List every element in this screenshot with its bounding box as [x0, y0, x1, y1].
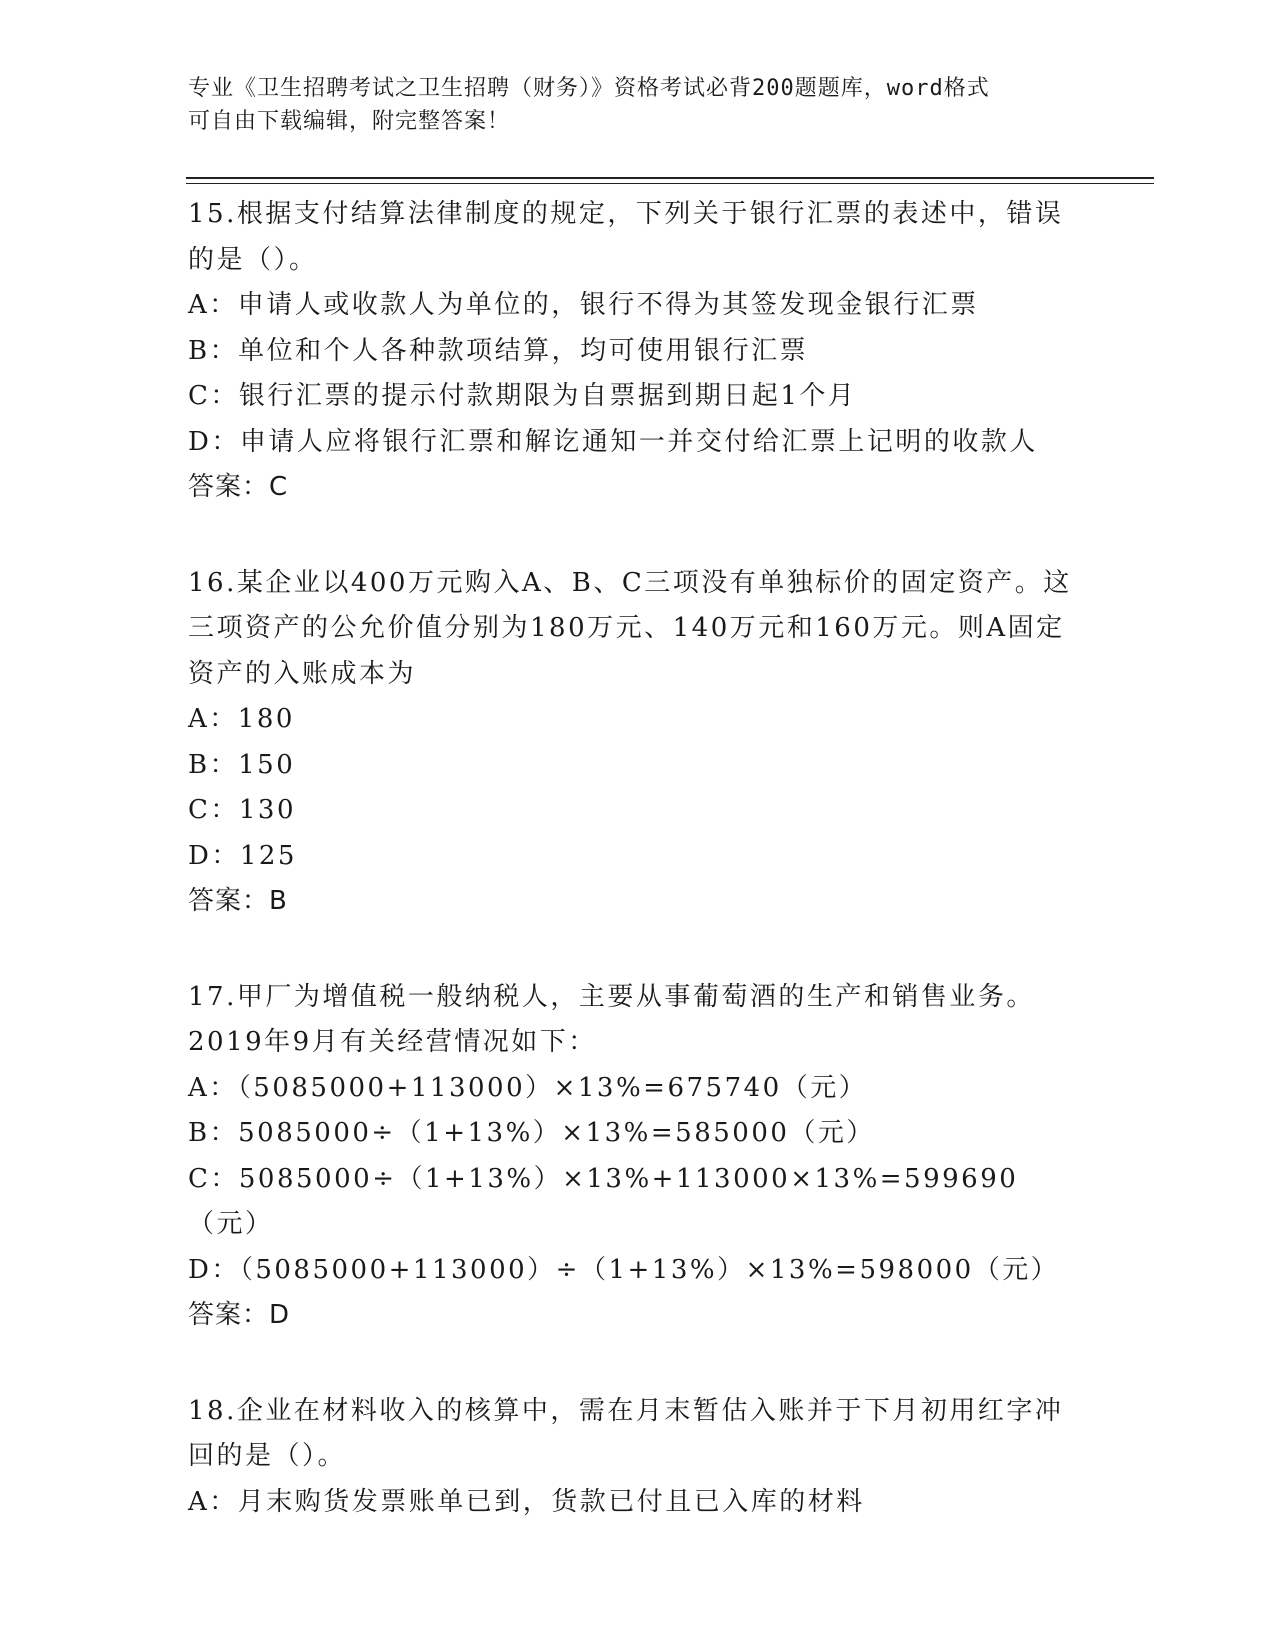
- question-stem: 17.甲厂为增值税一般纳税人，主要从事葡萄酒的生产和销售业务。2019年9月有关经营情况如下：: [188, 981, 1035, 1057]
- option-c: C：5085000÷（1+13%）×13%+113000×13%=599690（元）: [188, 1163, 1019, 1239]
- question-stem: 18.企业在材料收入的核算中，需在月末暂估入账并于下月初用红字冲回的是（）。: [188, 1395, 1064, 1471]
- question-16: [188, 561, 1088, 925]
- option-d: D：125: [188, 840, 297, 871]
- option-b: B：150: [188, 749, 296, 780]
- question-15: [188, 192, 1088, 511]
- question-stem: 15.根据支付结算法律制度的规定，下列关于银行汇票的表述中，错误的是（）。: [188, 199, 1064, 275]
- option-a: A：180: [188, 704, 295, 734]
- option-c: C：130: [188, 795, 297, 825]
- option-b: B：单位和个人各种款项结算，均可使用银行汇票: [188, 335, 809, 366]
- question-18: [188, 1389, 1088, 1526]
- question-stem: 16.某企业以400万元购入A、B、C三项没有单独标价的固定资产。这三项资产的公允价值分别为180万元、140万元和160万元。则A固定资产的入账成本为: [188, 567, 1072, 689]
- option-a: A：申请人或收款人为单位的，银行不得为其签发现金银行汇票: [188, 290, 979, 320]
- option-b: B：5085000÷（1+13%）×13%=585000（元）: [188, 1118, 875, 1148]
- answer: 答案：B: [188, 886, 288, 916]
- option-c: C：银行汇票的提示付款期限为自票据到期日起1个月: [188, 381, 857, 411]
- header-rule: [186, 177, 1154, 179]
- option-a: A：（5085000+113000）×13%=675740（元）: [188, 1072, 868, 1103]
- question-17: [188, 975, 1088, 1339]
- option-d: D：申请人应将银行汇票和解讫通知一并交付给汇票上记明的收款人: [188, 426, 1038, 457]
- option-a: A：月末购货发票账单已到，货款已付且已入库的材料: [188, 1486, 865, 1517]
- answer: 答案：C: [188, 472, 289, 502]
- header-rule-thin: [186, 183, 1154, 184]
- header-line-2: 可自由下载编辑，附完整答案！: [188, 109, 511, 134]
- document-header: [188, 72, 1068, 138]
- option-d: D：（5085000+113000）÷（1+13%）×13%=598000（元）: [188, 1254, 1060, 1285]
- question-list: [188, 192, 1088, 1575]
- answer: 答案：D: [188, 1300, 291, 1330]
- header-line-1: 专业《卫生招聘考试之卫生招聘（财务）》资格考试必背200题题库，word格式: [188, 76, 990, 101]
